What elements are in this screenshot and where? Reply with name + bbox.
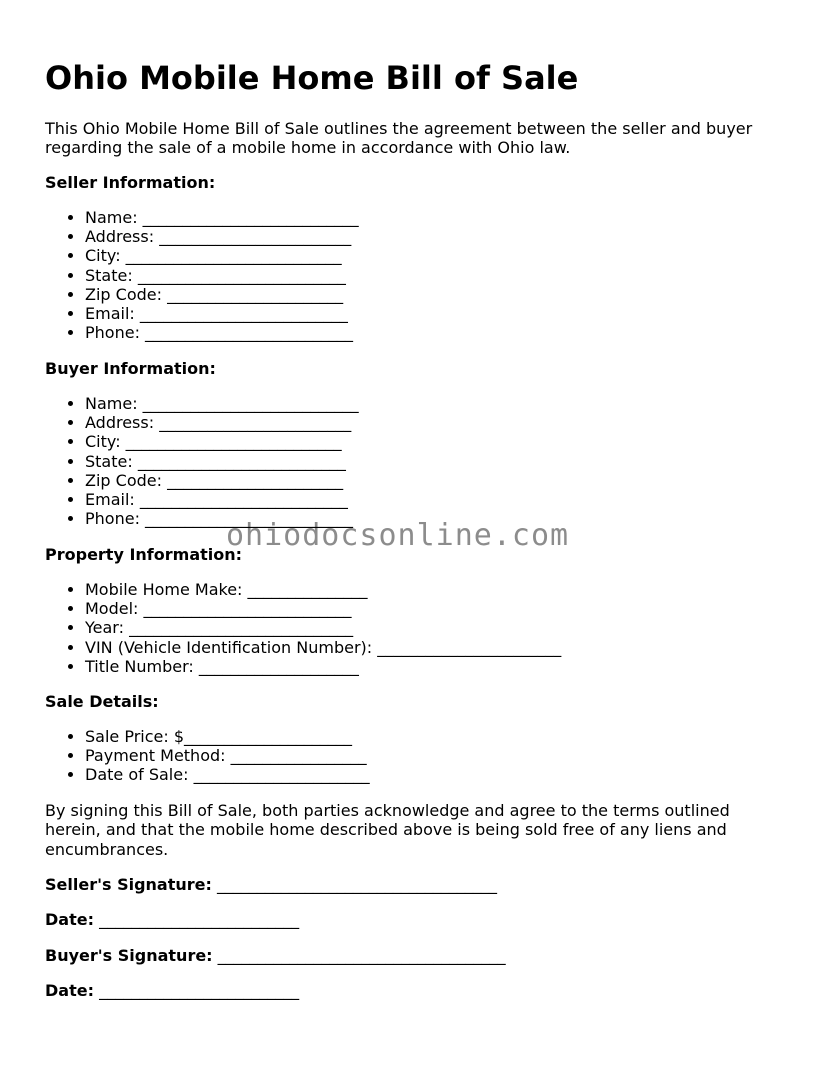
sale-fields-list <box>45 727 370 785</box>
seller-date-blank: _________________________ <box>99 910 300 929</box>
seller-name-field: • Name: ___________________________ <box>85 208 359 227</box>
property-model-field: • Model: __________________________ <box>85 599 561 618</box>
buyer-state-field: • State: __________________________ <box>85 452 359 471</box>
sale-price-field: • Sale Price: $_____________________ <box>85 727 370 746</box>
watermark-text: ohiodocsonline.com <box>226 518 570 553</box>
buyer-date-line <box>45 981 299 1001</box>
seller-email-field: • Email: __________________________ <box>85 304 359 323</box>
seller-signature-blank: ___________________________________ <box>217 875 497 894</box>
intro-paragraph: This Ohio Mobile Home Bill of Sale outlines the agreement between the seller and buyer regarding the sale of a mobile home in accordance with Ohio law. <box>45 119 753 158</box>
buyer-name-field: • Name: ___________________________ <box>85 394 359 413</box>
property-make-field: • Mobile Home Make: _______________ <box>85 580 561 599</box>
buyer-email-field: • Email: __________________________ <box>85 490 359 509</box>
property-vin-field: • VIN (Vehicle Identification Number): _______________________ <box>85 638 561 657</box>
seller-date-label: Date: <box>45 910 94 929</box>
property-fields-list <box>45 580 561 676</box>
sale-heading: Sale Details: <box>45 692 159 711</box>
property-heading: Property Information: <box>45 545 243 564</box>
seller-fields-list <box>45 208 359 342</box>
buyer-signature-label: Buyer's Signature: <box>45 946 213 965</box>
seller-state-field: • State: __________________________ <box>85 266 359 285</box>
buyer-phone-field: • Phone: __________________________ <box>85 509 359 528</box>
date-of-sale-field: • Date of Sale: ______________________ <box>85 765 370 784</box>
buyer-date-label: Date: <box>45 981 94 1000</box>
buyer-signature-line <box>45 946 506 966</box>
buyer-date-blank: _________________________ <box>99 981 300 1000</box>
seller-signature-line <box>45 875 497 895</box>
property-title-number-field: • Title Number: ____________________ <box>85 657 561 676</box>
seller-date-line <box>45 910 299 930</box>
seller-city-field: • City: ___________________________ <box>85 246 359 265</box>
seller-phone-field: • Phone: __________________________ <box>85 323 359 342</box>
seller-signature-label: Seller's Signature: <box>45 875 212 894</box>
buyer-address-field: • Address: ________________________ <box>85 413 359 432</box>
page-title: Ohio Mobile Home Bill of Sale <box>45 59 579 97</box>
buyer-city-field: • City: ___________________________ <box>85 432 359 451</box>
buyer-zip-field: • Zip Code: ______________________ <box>85 471 359 490</box>
buyer-signature-blank: ____________________________________ <box>217 946 506 965</box>
buyer-fields-list <box>45 394 359 528</box>
seller-zip-field: • Zip Code: ______________________ <box>85 285 359 304</box>
seller-heading: Seller Information: <box>45 173 216 192</box>
buyer-heading: Buyer Information: <box>45 359 216 378</box>
property-year-field: • Year: ____________________________ <box>85 618 561 637</box>
payment-method-field: • Payment Method: _________________ <box>85 746 370 765</box>
closing-paragraph: By signing this Bill of Sale, both parties acknowledge and agree to the terms outlined herein, and that the mobile home described above is being sold free of any liens and encumbrances. <box>45 801 730 859</box>
seller-address-field: • Address: ________________________ <box>85 227 359 246</box>
